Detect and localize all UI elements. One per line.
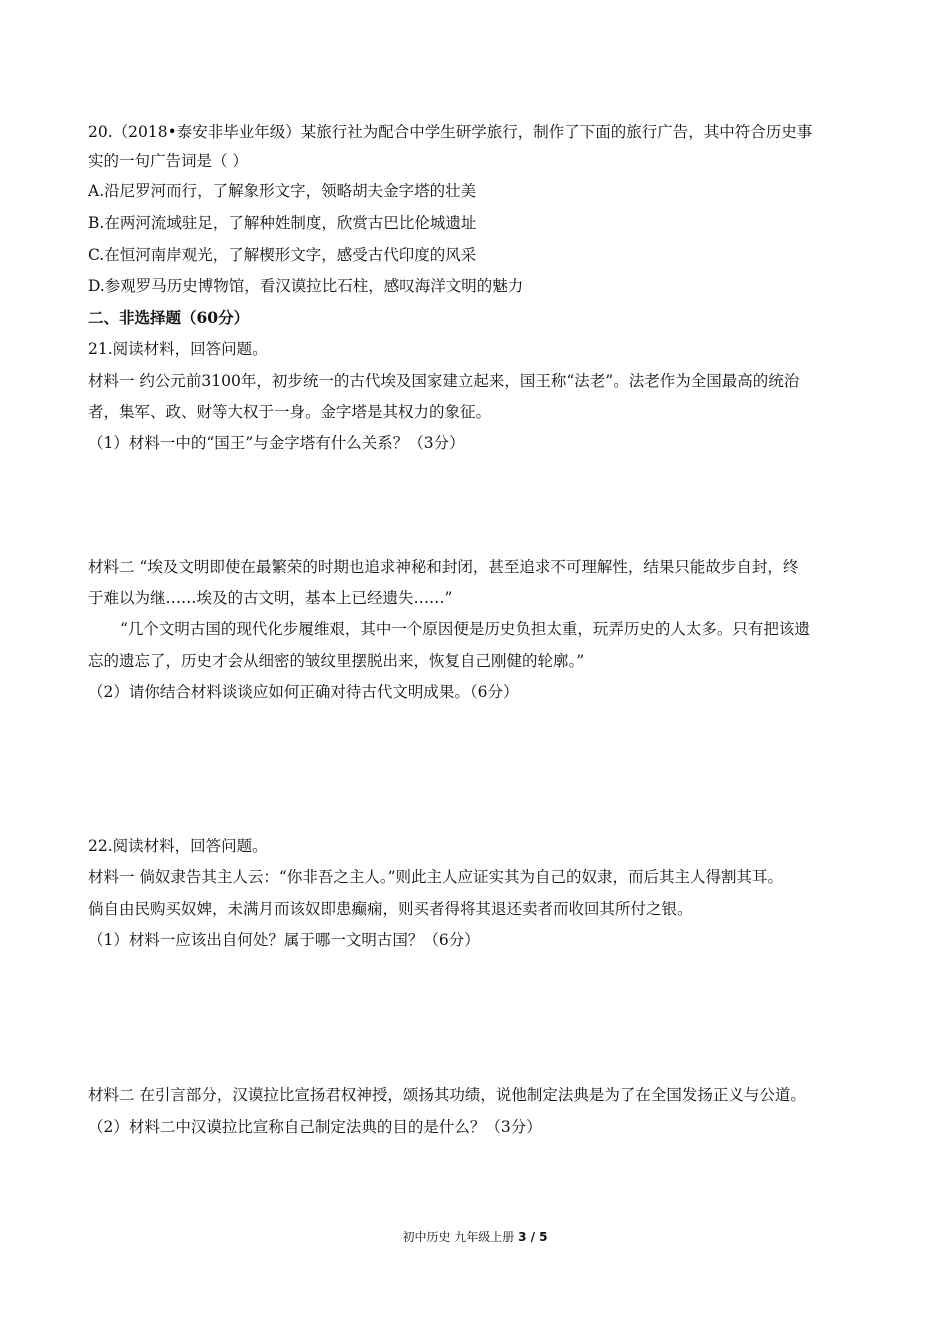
- q21-material1-line1: 材料一 约公元前3100年，初步统一的古代埃及国家建立起来，国王称“法老”。法老作为全国最高的统治: [88, 372, 800, 390]
- q22-material2-line1: 材料二 在引言部分，汉谟拉比宣扬君权神授，颂扬其功绩，说他制定法典是为了在全国发扬正义与公道。: [88, 1086, 806, 1104]
- q21-intro: 21.阅读材料，回答问题。: [88, 340, 268, 358]
- q21-question2: （2）请你结合材料谈谈应如何正确对待古代文明成果。（6分）: [88, 683, 519, 701]
- q20-option-b: B.在两河流域驻足，了解种姓制度，欣赏古巴比伦城遗址: [88, 214, 477, 232]
- section2-heading: 二、非选择题（60分）: [88, 308, 250, 327]
- q21-material2-line3: “几个文明古国的现代化步履维艰，其中一个原因便是历史负担太重，玩弄历史的人太多。只有把该遗: [120, 620, 810, 638]
- q21-material2-line1: 材料二 “埃及文明即使在最繁荣的时期也追求神秘和封闭，甚至追求不可理解性，结果只能故步自封，终: [88, 558, 799, 576]
- q20-stem-line2: 实的一句广告词是（ ）: [88, 152, 248, 170]
- q22-material1-line2: 倘自由民购买奴婢，未满月而该奴即患癫痫，则买者得将其退还卖者而收回其所付之银。: [88, 900, 693, 918]
- q21-material1-line2: 者，集军、政、财等大权于一身。金字塔是其权力的象征。: [88, 403, 492, 421]
- q20-option-d: D.参观罗马历史博物馆，看汉谟拉比石柱，感叹海洋文明的魅力: [88, 277, 524, 295]
- q20-stem-line1: 20.（2018•泰安非毕业年级）某旅行社为配合中学生研学旅行，制作了下面的旅行广告，其中符合历史事: [88, 123, 813, 141]
- page-number: 3 / 5: [518, 1230, 548, 1244]
- q22-material1-line1: 材料一 倘奴隶告其主人云：“你非吾之主人。”则此主人应证实其为自己的奴隶，而后其主人得割其耳。: [88, 868, 784, 886]
- q22-intro: 22.阅读材料，回答问题。: [88, 837, 268, 855]
- q22-question1: （1）材料一应该出自何处？属于哪一文明古国？（6分）: [88, 931, 480, 949]
- q21-material2-line2: 于难以为继……埃及的古文明，基本上已经遗失……”: [88, 589, 453, 607]
- q21-question1: （1）材料一中的“国王”与金字塔有什么关系？（3分）: [88, 434, 465, 452]
- q22-question2: （2）材料二中汉谟拉比宣称自己制定法典的目的是什么？（3分）: [88, 1118, 542, 1136]
- q21-material2-line4: 忘的遗忘了，历史才会从细密的皱纹里摆脱出来，恢复自己刚健的轮廓。”: [88, 652, 585, 670]
- page-footer: [0, 1229, 950, 1245]
- q20-option-c: C.在恒河南岸观光，了解楔形文字，感受古代印度的风采: [88, 246, 477, 264]
- footer-label: 初中历史 九年级上册: [402, 1230, 519, 1244]
- q20-option-a: A.沿尼罗河而行，了解象形文字，领略胡夫金字塔的壮美: [88, 182, 477, 200]
